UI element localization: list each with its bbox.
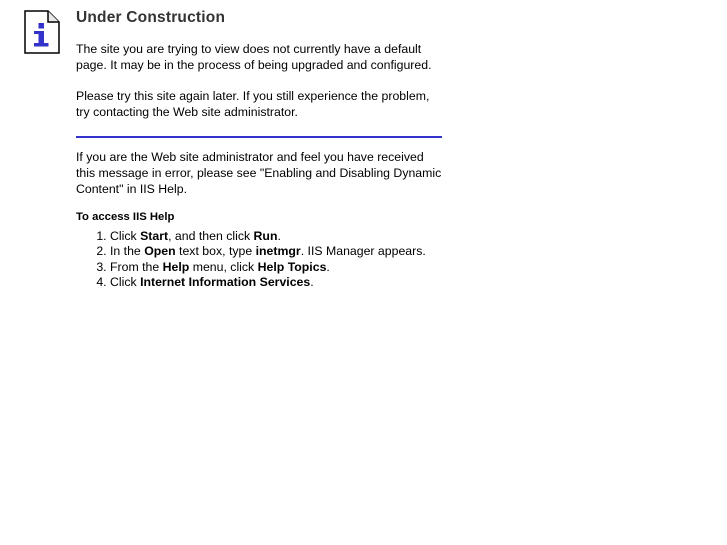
step-text: , and then click: [168, 229, 254, 244]
help-heading: To access IIS Help: [76, 211, 175, 224]
emphasized-term: inetmgr: [255, 244, 301, 259]
help-step-item: [110, 229, 444, 244]
step-text: text box, type: [175, 244, 256, 259]
intro-paragraph-1: The site you are trying to view does not currently have a default page. It may be in the process of being upgraded and configured.: [76, 42, 432, 72]
emphasized-term: Start: [140, 229, 169, 244]
step-text: .: [310, 274, 314, 289]
emphasized-term: Help: [162, 259, 190, 274]
step-text: In the: [110, 244, 145, 259]
step-text: Click: [110, 274, 141, 289]
step-text: menu, click: [189, 259, 258, 274]
help-step-item: [110, 260, 444, 275]
page-title: Under Construction: [76, 9, 226, 26]
help-step-item: [110, 275, 444, 290]
content-column: [76, 8, 444, 290]
emphasized-term: Run: [253, 229, 278, 244]
help-step-item: [110, 244, 444, 259]
intro-paragraph-2: Please try this site again later. If you still experience the problem, try contacting the Web site administrator.: [76, 89, 430, 119]
divider: [76, 136, 442, 138]
emphasized-term: Help Topics: [257, 259, 327, 274]
emphasized-term: Open: [144, 244, 176, 259]
administrator-note: If you are the Web site administrator and feel you have received this message in error, please see "Enabling and Disabling Dynamic Content" in IIS Help.: [76, 150, 442, 196]
step-text: .: [326, 259, 330, 274]
step-text: . IIS Manager appears.: [300, 244, 426, 259]
step-text: .: [277, 229, 281, 244]
step-text: Click: [110, 229, 141, 244]
help-steps-list: [76, 229, 444, 290]
emphasized-term: Internet Information Services: [140, 274, 311, 289]
information-document-icon: [24, 10, 60, 54]
step-text: From the: [110, 259, 163, 274]
